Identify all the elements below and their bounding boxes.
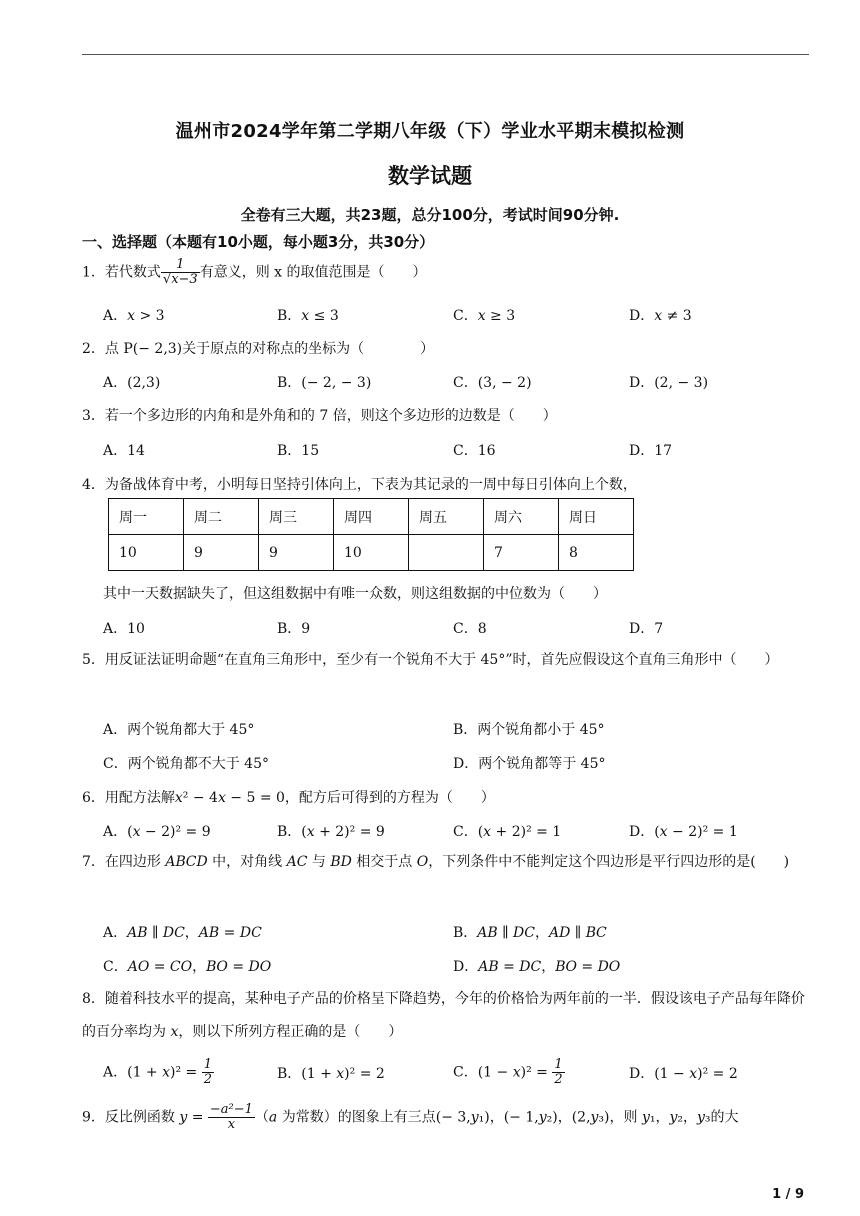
q7-option-d: D．𝐴𝐵 = 𝐷𝐶，𝐵𝑂 = 𝐷𝑂: [453, 959, 621, 975]
table-cell: 7: [484, 535, 559, 571]
q8-option-c: C．(1 − 𝑥)² = $\frac{1}{2}$: [453, 1057, 563, 1087]
q6-option-a: A．(𝑥 − 2)² = 9: [103, 824, 211, 840]
table-cell: 周一: [109, 499, 184, 535]
page-number: 1 / 9: [772, 1187, 804, 1202]
q9-text-post: （𝑎 为常数）的图象上有三点(− 3,𝑦₁)，(− 1,𝑦₂)，(2,𝑦₃)，则 𝑦₁，𝑦₂，𝑦₃的大: [254, 1109, 739, 1126]
q5-option-a: A．两个锐角都大于 45°: [103, 722, 255, 738]
table-cell: 9: [259, 535, 334, 571]
question-9: [82, 1103, 739, 1132]
q3-option-d: D．17: [629, 443, 673, 459]
question-1: [82, 258, 427, 287]
question-7: 7．在四边形 𝐴𝐵𝐶𝐷 中，对角线 𝐴𝐶 与 𝐵𝐷 相交于点 𝑂，下列条件中不能判定这个四边形是平行四边形的是( ): [82, 854, 790, 870]
table-cell: 8: [559, 535, 634, 571]
q1-option-c: C．𝑥 ≥ 3: [453, 308, 516, 324]
table-cell: 周四: [334, 499, 409, 535]
table-cell: 周六: [484, 499, 559, 535]
q9-fraction: $\frac{\text{−𝑎²−1}}{\text{𝑥}}$: [209, 1102, 253, 1132]
q1-text-post: 有意义，则 x 的取值范围是（ ）: [199, 264, 427, 281]
exam-info: 全卷有三大题，共23题，总分100分，考试时间90分钟.: [240, 206, 620, 224]
table-cell: 周日: [559, 499, 634, 535]
q6-option-b: B．(𝑥 + 2)² = 9: [277, 824, 385, 840]
table-cell: 9: [184, 535, 259, 571]
q8-option-d: D．(1 − 𝑥)² = 2: [629, 1066, 738, 1082]
question-5: 5．用反证法证明命题“在直角三角形中，至少有一个锐角不大于 45°”时，首先应假设这个直角三角形中（ ）: [82, 652, 779, 668]
q7-option-a: A．𝐴𝐵 ∥ 𝐷𝐶，𝐴𝐵 = 𝐷𝐶: [103, 925, 262, 941]
table-cell: 周二: [184, 499, 259, 535]
q8-a-fraction: $\frac{1}{2}$: [203, 1057, 212, 1087]
q2-option-c: C．(3, − 2): [453, 375, 532, 391]
table-header-row: [109, 499, 634, 535]
question-3: 3．若一个多边形的内角和是外角和的 7 倍，则这个多边形的边数是（ ）: [82, 408, 557, 424]
q5-option-c: C．两个锐角都不大于 45°: [103, 756, 269, 772]
q5-option-b: B．两个锐角都小于 45°: [453, 722, 605, 738]
q4-option-d: D．7: [629, 621, 664, 637]
q1-fraction: $\frac{1}{√x-3}$: [162, 257, 198, 287]
q6-option-d: D．(𝑥 − 2)² = 1: [629, 824, 738, 840]
q4-option-b: B．9: [277, 621, 311, 637]
q8-option-b: B．(1 + 𝑥)² = 2: [277, 1066, 385, 1082]
table-cell: 10: [109, 535, 184, 571]
q8-c-fraction: $\frac{1}{2}$: [554, 1057, 563, 1087]
question-4-continued: 其中一天数据缺失了，但这组数据中有唯一众数，则这组数据的中位数为（ ）: [103, 586, 607, 602]
q2-option-b: B．(− 2, − 3): [277, 375, 372, 391]
q3-option-c: C．16: [453, 443, 496, 459]
q4-option-a: A．10: [103, 621, 145, 637]
q4-option-c: C．8: [453, 621, 487, 637]
q3-option-b: B．15: [277, 443, 320, 459]
question-2: 2．点 P(− 2,3)关于原点的对称点的坐标为（ ）: [82, 341, 435, 357]
q1-option-b: B．𝑥 ≤ 3: [277, 308, 339, 324]
pullup-table: [108, 498, 634, 571]
q6-option-c: C．(𝑥 + 2)² = 1: [453, 824, 562, 840]
table-row: [109, 535, 634, 571]
section-heading: 一、选择题（本题有10小题，每小题3分，共30分）: [82, 233, 435, 251]
q1-text-pre: 1．若代数式: [82, 264, 161, 281]
q8-option-a: A．(1 + 𝑥)² = $\frac{1}{2}$: [103, 1057, 212, 1087]
table-cell: [409, 535, 484, 571]
exam-title: 温州市2024学年第二学期八年级（下）学业水平期末模拟检测: [175, 121, 685, 142]
q2-option-d: D．(2, − 3): [629, 375, 709, 391]
table-cell: 周五: [409, 499, 484, 535]
question-8: 8．随着科技水平的提高，某种电子产品的价格呈下降趋势，今年的价格恰为两年前的一半．假设该电子产品每年降价的百分率均为 𝑥，则以下所列方程正确的是（ ）: [82, 991, 805, 1040]
q1-option-d: D．𝑥 ≠ 3: [629, 308, 692, 324]
table-cell: 10: [334, 535, 409, 571]
q3-option-a: A．14: [103, 443, 145, 459]
q7-option-c: C．𝐴𝑂 = 𝐶𝑂，𝐵𝑂 = 𝐷𝑂: [103, 959, 272, 975]
exam-subject: 数学试题: [388, 164, 472, 188]
question-4: 4．为备战体育中考，小明每日坚持引体向上，下表为其记录的一周中每日引体向上个数，: [82, 477, 637, 493]
q9-text-pre: 9．反比例函数 𝑦 =: [82, 1109, 208, 1126]
q7-option-b: B．𝐴𝐵 ∥ 𝐷𝐶，𝐴𝐷 ∥ 𝐵𝐶: [453, 925, 607, 941]
q1-option-a: A．𝑥 > 3: [103, 308, 165, 324]
header-rule: [82, 54, 809, 55]
q5-option-d: D．两个锐角都等于 45°: [453, 756, 606, 772]
table-cell: 周三: [259, 499, 334, 535]
question-6: 6．用配方法解𝑥² − 4𝑥 − 5 = 0，配方后可得到的方程为（ ）: [82, 790, 495, 806]
q2-option-a: A．(2,3): [103, 375, 161, 391]
